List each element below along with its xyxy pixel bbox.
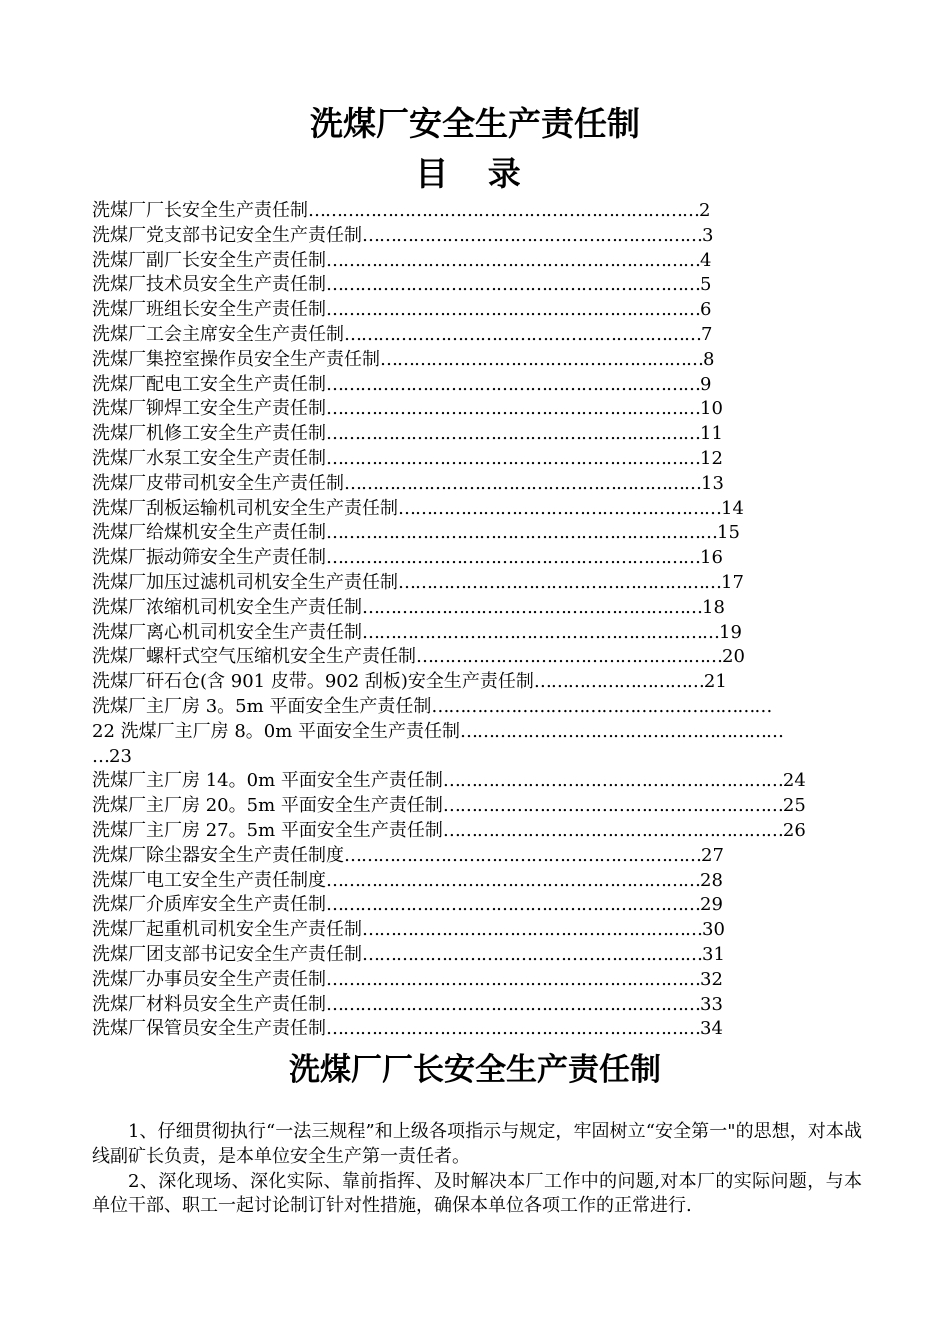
toc-entry-title: 洗煤厂介质库安全生产责任制 — [92, 894, 326, 916]
toc-entry-title: 洗煤厂机修工安全生产责任制 — [92, 423, 326, 445]
toc-page-number: 13 — [701, 472, 724, 494]
toc-leader-dots: …………………………………………………… — [442, 819, 783, 841]
toc-entry[interactable] — [92, 521, 872, 546]
toc-page-number: 25 — [782, 795, 806, 817]
toc-entry[interactable] — [92, 298, 872, 323]
toc-leader-dots: …………………………………………………………… — [308, 200, 699, 221]
toc-entry-title: 洗煤厂主厂房 27。5m 平面安全生产责任制 — [92, 819, 443, 841]
toc-entry-title: 22 洗煤厂主厂房 8。0m 平面安全生产责任制 — [92, 720, 461, 742]
toc-page-number: 10 — [700, 398, 723, 420]
toc-page-number: 34 — [700, 1018, 723, 1040]
section-body — [92, 1120, 862, 1219]
toc-entry[interactable] — [92, 645, 872, 670]
toc-entry-title: 洗煤厂铆焊工安全生产责任制 — [92, 398, 326, 420]
toc-entry[interactable] — [92, 273, 872, 298]
toc-entry[interactable] — [92, 422, 872, 447]
toc-leader-dots: ……………………………………………………… — [344, 844, 701, 866]
toc-page-number: 23 — [109, 745, 132, 767]
toc-entry[interactable] — [92, 249, 872, 274]
toc-entry-title: 洗煤厂矸石仓(含 901 皮带。902 刮板)安全生产责任制 — [92, 671, 534, 693]
paragraph: 1、仔细贯彻执行“一法三规程”和上级各项指示与规定，牢固树立“安全第一"的思想，对本战线副矿长负责，是本单位安全生产第一责任者。 — [92, 1121, 862, 1167]
toc-leader-dots: … — [92, 745, 109, 767]
toc-entry-title: 洗煤厂集控室操作员安全生产责任制 — [92, 348, 380, 370]
table-of-contents — [92, 199, 872, 1042]
toc-entry[interactable] — [92, 720, 872, 745]
toc-page-number: 30 — [702, 919, 725, 941]
toc-entry[interactable] — [92, 844, 872, 869]
toc-entry-title: 洗煤厂除尘器安全生产责任制度 — [92, 844, 344, 866]
toc-entry-title: 洗煤厂刮板运输机司机安全生产责任制 — [92, 497, 398, 519]
toc-entry[interactable] — [92, 794, 872, 819]
toc-entry-title: 洗煤厂厂长安全生产责任制 — [92, 200, 308, 221]
toc-page-number: 31 — [702, 943, 725, 965]
toc-leader-dots: ………………………………………………………… — [326, 894, 700, 916]
toc-entry-title: 洗煤厂材料员安全生产责任制 — [92, 993, 326, 1015]
toc-leader-dots: ……………………………………………… — [416, 646, 722, 668]
toc-leader-dots: ………………………………………………… — [380, 348, 703, 370]
toc-entry[interactable] — [92, 447, 872, 472]
toc-entry-title: 洗煤厂主厂房 3。5m 平面安全生产责任制 — [92, 695, 432, 717]
toc-entry[interactable] — [92, 819, 872, 844]
toc-leader-dots: ………………………………………………………… — [326, 249, 700, 271]
toc-leader-dots: ……………………………………………………… — [344, 323, 701, 345]
toc-entry-title: 洗煤厂保管员安全生产责任制 — [92, 1018, 326, 1040]
toc-entry-title: 洗煤厂团支部书记安全生产责任制 — [92, 943, 362, 965]
toc-page-number: 29 — [700, 894, 723, 916]
toc-page-number: 24 — [782, 770, 806, 792]
toc-leader-dots: ………………………… — [533, 671, 704, 693]
toc-leader-dots: ………………………………………………………… — [326, 968, 700, 990]
toc-page-number: 19 — [719, 621, 742, 643]
toc-entry-title: 洗煤厂办事员安全生产责任制 — [92, 968, 326, 990]
toc-entry-title: 洗煤厂加压过滤机司机安全生产责任制 — [92, 571, 398, 593]
toc-leader-dots: ………………………………………………… — [460, 720, 784, 742]
toc-entry-title: 洗煤厂电工安全生产责任制度 — [92, 869, 326, 891]
toc-leader-dots: ………………………………………………… — [398, 571, 721, 593]
toc-entry[interactable] — [92, 943, 872, 968]
toc-leader-dots: ………………………………………………………… — [326, 547, 700, 569]
toc-leader-dots: …………………………………………………… — [431, 695, 772, 717]
toc-entry-title: 洗煤厂工会主席安全生产责任制 — [92, 323, 344, 345]
toc-leader-dots: …………………………………………………… — [362, 943, 702, 965]
toc-page-number: 7 — [701, 323, 713, 345]
toc-entry-title: 洗煤厂离心机司机安全生产责任制 — [92, 621, 362, 643]
toc-page-number: 8 — [703, 348, 715, 370]
toc-entry[interactable] — [92, 993, 872, 1018]
document-title: 洗煤厂安全生产责任制 — [310, 104, 640, 143]
toc-entry-title: 洗煤厂浓缩机司机安全生产责任制 — [92, 596, 362, 618]
toc-entry[interactable] — [92, 323, 872, 348]
toc-entry[interactable] — [92, 745, 872, 770]
toc-leader-dots: ……………………………………………………… — [362, 621, 719, 643]
toc-entry[interactable] — [92, 621, 872, 646]
toc-leader-dots: ……………………………………………………… — [344, 472, 701, 494]
toc-entry-title: 洗煤厂副厂长安全生产责任制 — [92, 249, 326, 271]
toc-leader-dots: …………………………………………………… — [442, 770, 783, 792]
toc-leader-dots: ………………………………………………………… — [326, 447, 700, 469]
toc-page-number: 9 — [700, 373, 712, 395]
toc-entry[interactable] — [92, 546, 872, 571]
toc-entry[interactable] — [92, 918, 872, 943]
toc-entry[interactable] — [92, 497, 872, 522]
toc-entry[interactable] — [92, 571, 872, 596]
toc-page-number: 17 — [721, 571, 744, 593]
toc-entry[interactable] — [92, 769, 872, 794]
toc-leader-dots: ………………………………………………………… — [326, 993, 700, 1015]
toc-heading: 目 录 — [415, 154, 535, 193]
toc-entry[interactable] — [92, 224, 872, 249]
toc-entry-title: 洗煤厂振动筛安全生产责任制 — [92, 547, 326, 569]
toc-leader-dots: ………………………………………………………… — [326, 869, 700, 891]
toc-entry-title: 洗煤厂党支部书记安全生产责任制 — [92, 224, 362, 246]
toc-entry[interactable] — [92, 397, 872, 422]
toc-leader-dots: ………………………………………………………… — [326, 299, 700, 321]
toc-entry-title: 洗煤厂班组长安全生产责任制 — [92, 299, 326, 321]
toc-page-number: 5 — [700, 274, 712, 296]
toc-leader-dots: ………………………………………………………… — [326, 373, 700, 395]
toc-entry-title: 洗煤厂技术员安全生产责任制 — [92, 274, 326, 296]
toc-entry-title: 洗煤厂主厂房 14。0m 平面安全生产责任制 — [92, 770, 443, 792]
toc-entry[interactable] — [92, 199, 872, 224]
toc-page-number: 11 — [700, 423, 723, 445]
toc-page-number: 15 — [717, 522, 740, 544]
toc-leader-dots: …………………………………………………… — [362, 224, 702, 246]
toc-entry-title: 洗煤厂螺杆式空气压缩机安全生产责任制 — [92, 646, 416, 668]
toc-entry[interactable] — [92, 869, 872, 894]
toc-page-number: 20 — [722, 646, 745, 668]
toc-page-number: 16 — [700, 547, 723, 569]
toc-leader-dots: ………………………………………………………… — [326, 398, 700, 420]
toc-entry-title: 洗煤厂配电工安全生产责任制 — [92, 373, 326, 395]
toc-entry[interactable] — [92, 472, 872, 497]
toc-page-number: 12 — [700, 447, 723, 469]
toc-entry-title: 洗煤厂主厂房 20。5m 平面安全生产责任制 — [92, 795, 443, 817]
toc-entry[interactable] — [92, 373, 872, 398]
toc-entry[interactable] — [92, 968, 872, 993]
toc-entry[interactable] — [92, 893, 872, 918]
toc-entry[interactable] — [92, 695, 872, 720]
toc-page-number: 14 — [721, 497, 744, 519]
toc-page-number: 27 — [701, 844, 724, 866]
toc-page-number: 26 — [782, 819, 806, 841]
toc-entry[interactable] — [92, 670, 872, 695]
toc-page-number: 32 — [700, 968, 723, 990]
toc-leader-dots: …………………………………………………… — [362, 919, 702, 941]
toc-leader-dots: …………………………………………………… — [362, 596, 702, 618]
toc-page-number: 4 — [700, 249, 712, 271]
toc-page-number: 18 — [702, 596, 725, 618]
toc-page-number: 21 — [703, 671, 727, 693]
toc-entry[interactable] — [92, 348, 872, 373]
toc-leader-dots: ………………………………………………………… — [326, 423, 700, 445]
section-title: 洗煤厂厂长安全生产责任制 — [289, 1052, 661, 1088]
toc-entry-title: 洗煤厂皮带司机安全生产责任制 — [92, 472, 344, 494]
toc-leader-dots: ………………………………………………… — [398, 497, 721, 519]
toc-page-number: 6 — [700, 299, 712, 321]
toc-page-number: 28 — [700, 869, 723, 891]
toc-leader-dots: ………………………………………………………… — [326, 274, 700, 296]
toc-entry[interactable] — [92, 1017, 872, 1042]
toc-entry-title: 洗煤厂水泵工安全生产责任制 — [92, 447, 326, 469]
toc-leader-dots: ………………………………………………………… — [326, 1018, 700, 1040]
toc-page-number: 2 — [699, 200, 711, 221]
toc-entry-title: 洗煤厂给煤机安全生产责任制 — [92, 522, 326, 544]
toc-entry[interactable] — [92, 596, 872, 621]
paragraph: 2、深化现场、深化实际、靠前指挥、及时解决本厂工作中的问题,对本厂的实际问题，与本单位干部、职工一起讨论制订针对性措施，确保本单位各项工作的正常进行. — [92, 1170, 862, 1217]
toc-page-number: 33 — [700, 993, 723, 1015]
toc-leader-dots: …………………………………………………………… — [326, 522, 717, 544]
toc-leader-dots: …………………………………………………… — [442, 795, 783, 817]
toc-page-number: 3 — [702, 224, 714, 246]
toc-entry-title: 洗煤厂起重机司机安全生产责任制 — [92, 919, 362, 941]
